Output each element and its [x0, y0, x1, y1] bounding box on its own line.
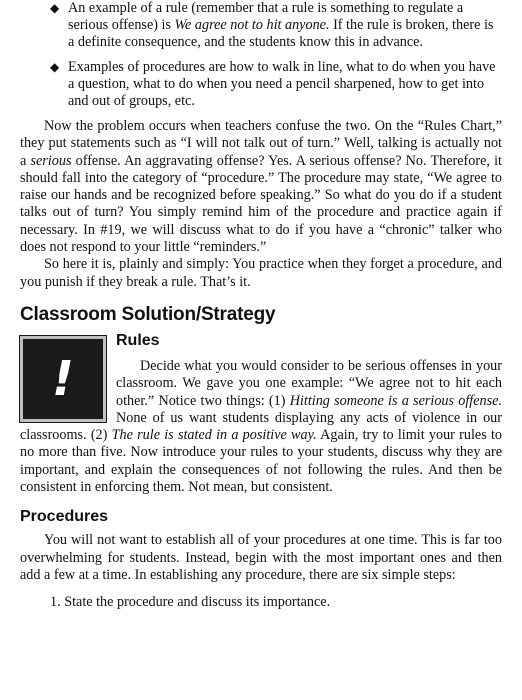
procedure-step-1: 1. State the procedure and discuss its importance.	[50, 594, 331, 611]
rules-emphasis-1: Hitting someone is a serious offense.	[289, 392, 503, 409]
rules-heading: Rules	[116, 331, 160, 349]
rules-text-3: Again, try to limit your rules to no more than five. Now introduce your rules to your students, discuss why they are important, and explain the consequences of not following the rules. And then be consistent in enforcing them. Not mean, but consistent.	[20, 427, 502, 496]
bullet-rule-example	[20, 0, 502, 51]
bullet-dot-icon: ◆	[50, 60, 60, 74]
procedures-paragraph: You will not want to establish all of your procedures at one time. This is far too overwhelming for students. Instead, begin with the most important ones and then add a few at a time. In establishing any procedure, there are six simple steps:	[20, 532, 502, 583]
bullet-text-tail: If the rule is broken, there is a definite consequence, and the students know this in advance.	[68, 17, 494, 50]
paragraph-text: Now the problem occurs when teachers confuse the two. On the “Rules Chart,” they put statements such as “I will not talk out of turn.” Well, talking is actually not a	[20, 118, 502, 169]
bullet-emphasis: We agree not to hit anyone.	[174, 17, 330, 33]
rules-text-2: None of us want students displaying any acts of violence in our classrooms. (2)	[20, 409, 502, 444]
paragraph-text-tail: offense. An aggravating offense? Yes. A serious offense? No. Therefore, it should fall into the category of “procedure.” The procedure may state, “We agree to raise our hands and be recognized before speaking.” So what do you do if a student talks out of turn? You simply remind him of the procedure and practice again if necessary. In #19, we will discuss what to do if you have a “chronic” talker who does not respond to your little “reminders.”	[20, 152, 502, 256]
section-title: Classroom Solution/Strategy	[20, 303, 276, 325]
paragraph-emphasis: serious	[30, 152, 72, 169]
rules-emphasis-2: The rule is stated in a positive way.	[111, 427, 317, 444]
bullet-list	[20, 0, 502, 110]
bullet-text: An example of a rule (remember that a rule is something to regulate a serious offense) is	[68, 0, 464, 33]
exclamation-glyph: !	[52, 350, 74, 407]
rules-section	[20, 332, 502, 496]
paragraph-summary: So here it is, plainly and simply: You practice when they forget a procedure, and you punish if they break a rule. That’s it.	[20, 256, 502, 290]
rules-text: Decide what you would consider to be serious offenses in your classroom. We gave you one example: “We agree not to hit each other.” Notice two things: (1)	[116, 357, 502, 409]
bullet-text: Examples of procedures are how to walk in line, what to do when you have a question, what to do when you need a pencil sharpened, how to get into and out of groups, etc.	[68, 59, 496, 109]
procedures-heading: Procedures	[20, 508, 109, 526]
bullet-dot-icon: ◆	[50, 1, 60, 15]
bullet-procedure-examples	[20, 59, 502, 110]
paragraph-confusion	[20, 118, 502, 256]
exclamation-icon	[20, 336, 106, 422]
